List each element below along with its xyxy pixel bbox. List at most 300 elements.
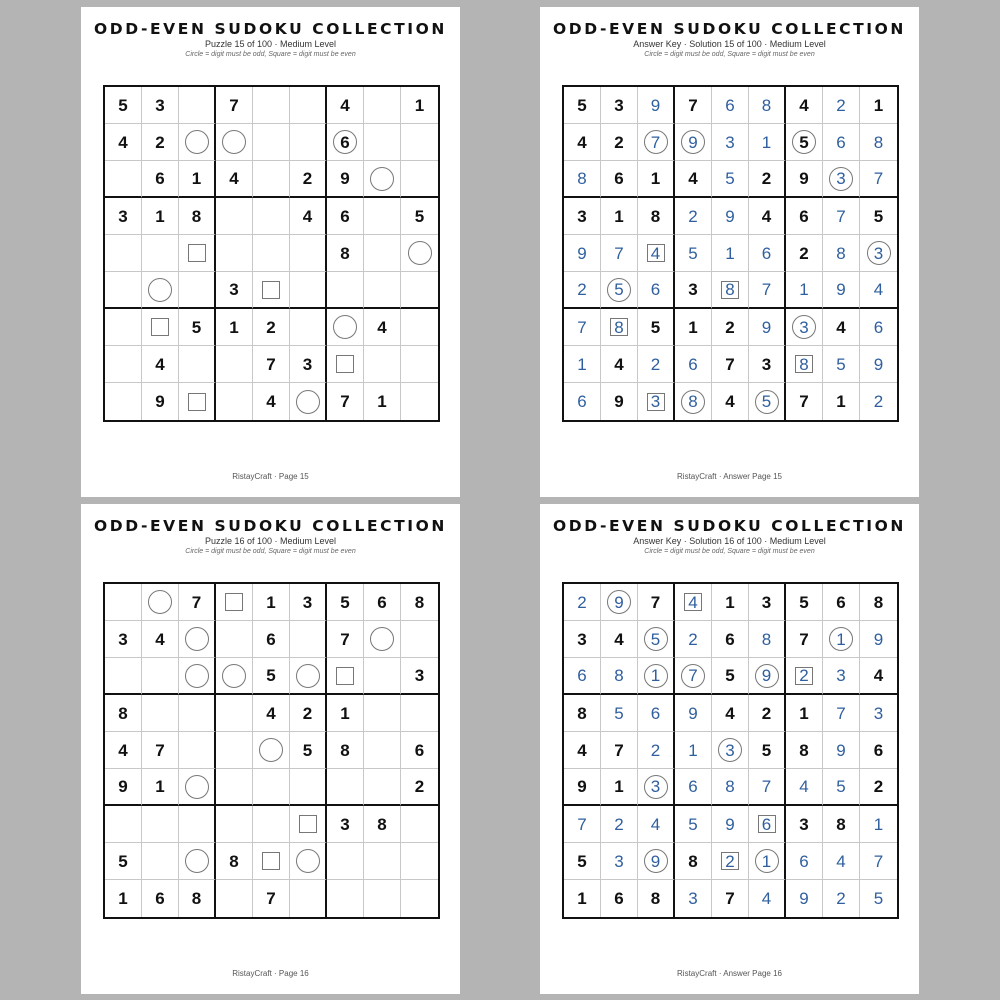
- cell-digit: 5: [266, 666, 276, 685]
- odd-circle-icon: [148, 278, 172, 302]
- cell-digit: 8: [650, 206, 661, 226]
- sudoku-cell: [564, 272, 601, 309]
- sudoku-cell: [712, 346, 749, 383]
- cell-digit: 8: [650, 889, 661, 908]
- cell-digit: 4: [614, 629, 624, 649]
- sudoku-cell: [401, 346, 438, 383]
- sudoku-cell: [823, 309, 860, 346]
- cell-digit: 1: [614, 777, 624, 796]
- sudoku-cell: [786, 584, 823, 621]
- cell-digit: 5: [614, 280, 624, 299]
- sudoku-cell: [327, 161, 364, 198]
- cell-digit: 7: [650, 592, 661, 612]
- sudoku-cell: [253, 843, 290, 880]
- cell-digit: 3: [155, 95, 165, 115]
- cell-digit: 8: [229, 851, 239, 871]
- sudoku-cell: [823, 695, 860, 732]
- sudoku-cell: [601, 695, 638, 732]
- cell-digit: 1: [266, 592, 276, 612]
- sudoku-cell: [105, 346, 142, 383]
- sudoku-cell: [216, 346, 253, 383]
- sudoku-cell: [860, 621, 897, 658]
- sudoku-cell: [638, 695, 675, 732]
- sudoku-cell: [142, 235, 179, 272]
- sudoku-cell: [823, 124, 860, 161]
- cell-digit: 6: [873, 317, 884, 337]
- sudoku-cell: [675, 87, 712, 124]
- sudoku-cell: [712, 806, 749, 843]
- cell-digit: 2: [725, 317, 735, 337]
- cell-digit: 3: [873, 243, 884, 263]
- cell-digit: 7: [155, 740, 165, 760]
- sudoku-cell: [327, 732, 364, 769]
- sudoku-cell: [364, 584, 401, 621]
- sudoku-cell: [860, 584, 897, 621]
- even-square-icon: [299, 815, 317, 833]
- sudoku-cell: [564, 87, 601, 124]
- puzzle-page-16: [81, 504, 460, 994]
- sudoku-cell: [216, 732, 253, 769]
- sudoku-cell: [290, 658, 327, 695]
- page-footer: RistayCraft · Answer Page 15: [677, 472, 782, 481]
- cell-digit: 3: [577, 206, 587, 226]
- sudoku-cell: [712, 124, 749, 161]
- sudoku-cell: [564, 161, 601, 198]
- sudoku-cell: [749, 769, 786, 806]
- even-square-icon: [262, 281, 280, 299]
- cell-digit: 2: [836, 889, 846, 908]
- cell-digit: 6: [340, 206, 350, 226]
- cell-digit: 7: [191, 592, 202, 612]
- sudoku-cell: [216, 309, 253, 346]
- cell-digit: 1: [414, 95, 425, 115]
- cell-digit: 5: [577, 95, 587, 115]
- cell-digit: 4: [799, 95, 809, 115]
- sudoku-cell: [675, 695, 712, 732]
- even-square-icon: [188, 244, 206, 262]
- cell-digit: 1: [873, 95, 884, 115]
- sudoku-cell: [749, 843, 786, 880]
- sudoku-cell: [786, 695, 823, 732]
- page-subtitle: Puzzle 15 of 100 · Medium Level: [204, 39, 337, 49]
- sudoku-cell: [401, 235, 438, 272]
- sudoku-cell: [786, 161, 823, 198]
- sudoku-cell: [675, 658, 712, 695]
- cell-digit: 6: [155, 889, 165, 908]
- cell-digit: 5: [873, 206, 884, 226]
- sudoku-cell: [638, 87, 675, 124]
- cell-digit: 5: [118, 851, 128, 871]
- sudoku-cell: [142, 383, 179, 420]
- sudoku-cell: [860, 843, 897, 880]
- sudoku-cell: [290, 124, 327, 161]
- sudoku-cell: [601, 235, 638, 272]
- sudoku-cell: [364, 235, 401, 272]
- sudoku-cell: [253, 806, 290, 843]
- cell-digit: 5: [799, 132, 809, 152]
- cell-digit: 4: [836, 317, 846, 337]
- sudoku-cell: [860, 87, 897, 124]
- cell-digit: 4: [266, 703, 276, 723]
- cell-digit: 8: [836, 814, 846, 834]
- sudoku-cell: [823, 161, 860, 198]
- cell-digit: 7: [873, 169, 884, 188]
- cell-digit: 8: [577, 169, 587, 188]
- sudoku-cell: [253, 383, 290, 420]
- sudoku-cell: [105, 732, 142, 769]
- sudoku-cell: [327, 584, 364, 621]
- sudoku-cell: [860, 769, 897, 806]
- sudoku-cell: [401, 806, 438, 843]
- page-subtitle: Answer Key · Solution 15 of 100 · Medium Level: [633, 39, 826, 49]
- sudoku-cell: [253, 124, 290, 161]
- cell-digit: 2: [577, 592, 587, 612]
- sudoku-cell: [749, 272, 786, 309]
- odd-circle-icon: [185, 627, 209, 651]
- sudoku-cell: [142, 584, 179, 621]
- sudoku-cell: [564, 584, 601, 621]
- sudoku-cell: [860, 346, 897, 383]
- cell-digit: 2: [873, 392, 884, 411]
- cell-digit: 6: [688, 777, 698, 796]
- sudoku-cell: [216, 198, 253, 235]
- sudoku-cell: [216, 658, 253, 695]
- cell-digit: 6: [266, 629, 276, 649]
- cell-digit: 8: [191, 889, 202, 908]
- cell-digit: 1: [191, 169, 202, 188]
- sudoku-cell: [638, 880, 675, 917]
- sudoku-cell: [675, 769, 712, 806]
- sudoku-cell: [142, 732, 179, 769]
- sudoku-cell: [179, 383, 216, 420]
- sudoku-cell: [253, 769, 290, 806]
- cell-digit: 3: [725, 740, 735, 760]
- sudoku-cell: [253, 309, 290, 346]
- sudoku-cell: [601, 198, 638, 235]
- sudoku-cell: [860, 235, 897, 272]
- page-title: ODD-EVEN SUDOKU COLLECTION: [552, 517, 907, 535]
- sudoku-cell: [290, 769, 327, 806]
- cell-digit: 2: [577, 280, 587, 299]
- sudoku-cell: [823, 732, 860, 769]
- cell-digit: 5: [836, 354, 846, 374]
- sudoku-cell: [290, 87, 327, 124]
- cell-digit: 5: [414, 206, 425, 226]
- cell-digit: 8: [873, 132, 884, 152]
- sudoku-cell: [749, 806, 786, 843]
- cell-digit: 2: [761, 703, 772, 723]
- cell-digit: 7: [577, 317, 587, 337]
- cell-digit: 4: [377, 317, 387, 337]
- cell-digit: 3: [761, 592, 772, 612]
- sudoku-cell: [712, 309, 749, 346]
- cell-digit: 2: [614, 132, 624, 152]
- sudoku-cell: [749, 124, 786, 161]
- sudoku-cell: [564, 843, 601, 880]
- sudoku-cell: [105, 87, 142, 124]
- sudoku-cell: [105, 584, 142, 621]
- sudoku-cell: [327, 769, 364, 806]
- cell-digit: 4: [836, 851, 846, 871]
- cell-digit: 4: [155, 354, 165, 374]
- sudoku-cell: [105, 880, 142, 917]
- sudoku-cell: [712, 769, 749, 806]
- sudoku-cell: [601, 732, 638, 769]
- cell-digit: 7: [725, 354, 735, 374]
- sudoku-cell: [179, 161, 216, 198]
- sudoku-cell: [105, 806, 142, 843]
- sudoku-cell: [564, 658, 601, 695]
- sudoku-cell: [860, 124, 897, 161]
- cell-digit: 4: [799, 777, 809, 796]
- sudoku-cell: [749, 309, 786, 346]
- cell-digit: 8: [725, 777, 735, 796]
- sudoku-cell: [216, 695, 253, 732]
- sudoku-cell: [401, 584, 438, 621]
- cell-digit: 8: [799, 740, 809, 760]
- sudoku-cell: [712, 198, 749, 235]
- cell-digit: 7: [761, 280, 772, 299]
- sudoku-cell: [712, 695, 749, 732]
- cell-digit: 9: [650, 95, 661, 115]
- cell-digit: 6: [577, 392, 587, 411]
- sudoku-cell: [823, 87, 860, 124]
- cell-digit: 1: [577, 354, 587, 374]
- sudoku-cell: [601, 346, 638, 383]
- cell-digit: 3: [614, 851, 624, 871]
- cell-digit: 8: [688, 851, 698, 871]
- sudoku-cell: [327, 198, 364, 235]
- sudoku-cell: [401, 621, 438, 658]
- cell-digit: 1: [761, 132, 772, 152]
- sudoku-cell: [142, 161, 179, 198]
- sudoku-cell: [290, 732, 327, 769]
- cell-digit: 1: [688, 740, 698, 760]
- sudoku-cell: [675, 309, 712, 346]
- cell-digit: 8: [340, 243, 350, 263]
- cell-digit: 6: [836, 132, 846, 152]
- sudoku-cell: [564, 806, 601, 843]
- cell-digit: 6: [688, 354, 698, 374]
- sudoku-cell: [786, 769, 823, 806]
- cell-digit: 6: [761, 243, 772, 263]
- cell-digit: 9: [650, 851, 661, 871]
- page-footer: RistayCraft · Answer Page 16: [677, 969, 782, 978]
- sudoku-cell: [179, 309, 216, 346]
- sudoku-cell: [364, 383, 401, 420]
- sudoku-cell: [253, 346, 290, 383]
- sudoku-cell: [327, 87, 364, 124]
- sudoku-cell: [364, 769, 401, 806]
- sudoku-cell: [253, 732, 290, 769]
- sudoku-cell: [823, 769, 860, 806]
- cell-digit: 5: [725, 169, 735, 188]
- cell-digit: 6: [761, 814, 772, 834]
- cell-digit: 8: [577, 703, 587, 723]
- sudoku-cell: [860, 198, 897, 235]
- cell-digit: 3: [799, 317, 809, 337]
- sudoku-cell: [564, 880, 601, 917]
- sudoku-cell: [749, 880, 786, 917]
- cell-digit: 9: [340, 169, 350, 188]
- cell-digit: 7: [688, 666, 698, 685]
- sudoku-cell: [601, 843, 638, 880]
- sudoku-cell: [216, 806, 253, 843]
- sudoku-cell: [712, 658, 749, 695]
- cell-digit: 6: [340, 132, 350, 152]
- sudoku-cell: [364, 806, 401, 843]
- sudoku-cell: [786, 658, 823, 695]
- odd-circle-icon: [185, 775, 209, 799]
- sudoku-cell: [564, 346, 601, 383]
- cell-digit: 2: [650, 740, 661, 760]
- sudoku-cell: [327, 621, 364, 658]
- cell-digit: 3: [725, 132, 735, 152]
- sudoku-cell: [860, 880, 897, 917]
- sudoku-cell: [364, 272, 401, 309]
- sudoku-cell: [364, 880, 401, 917]
- sudoku-cell: [786, 383, 823, 420]
- cell-digit: 3: [577, 629, 587, 649]
- sudoku-cell: [786, 732, 823, 769]
- sudoku-cell: [749, 198, 786, 235]
- page-subtitle: Puzzle 16 of 100 · Medium Level: [204, 536, 337, 546]
- cell-digit: 8: [377, 814, 387, 834]
- sudoku-cell: [601, 584, 638, 621]
- odd-circle-icon: [185, 849, 209, 873]
- sudoku-cell: [749, 584, 786, 621]
- cell-digit: 3: [650, 777, 661, 796]
- sudoku-cell: [786, 309, 823, 346]
- sudoku-cell: [675, 383, 712, 420]
- odd-circle-icon: [296, 390, 320, 414]
- cell-digit: 7: [836, 206, 846, 226]
- sudoku-cell: [601, 272, 638, 309]
- sudoku-cell: [327, 346, 364, 383]
- cell-digit: 4: [229, 169, 239, 188]
- sudoku-cell: [105, 124, 142, 161]
- sudoku-cell: [675, 880, 712, 917]
- sudoku-cell: [216, 87, 253, 124]
- sudoku-cell: [712, 732, 749, 769]
- sudoku-cell: [253, 87, 290, 124]
- odd-circle-icon: [222, 664, 246, 688]
- cell-digit: 4: [873, 666, 884, 685]
- cell-digit: 3: [340, 814, 350, 834]
- sudoku-cell: [401, 880, 438, 917]
- sudoku-cell: [749, 621, 786, 658]
- sudoku-cell: [290, 383, 327, 420]
- cell-digit: 7: [229, 95, 239, 115]
- sudoku-cell: [638, 806, 675, 843]
- cell-digit: 7: [266, 354, 276, 374]
- cell-digit: 6: [650, 280, 661, 299]
- cell-digit: 9: [725, 206, 735, 226]
- sudoku-cell: [364, 87, 401, 124]
- cell-digit: 8: [725, 280, 735, 299]
- cell-digit: 3: [302, 592, 313, 612]
- cell-digit: 3: [650, 392, 661, 411]
- sudoku-cell: [179, 732, 216, 769]
- sudoku-cell: [364, 198, 401, 235]
- cell-digit: 2: [836, 95, 846, 115]
- sudoku-cell: [105, 658, 142, 695]
- sudoku-cell: [105, 161, 142, 198]
- cell-digit: 7: [614, 740, 624, 760]
- sudoku-cell: [786, 124, 823, 161]
- cell-digit: 8: [340, 740, 350, 760]
- cell-digit: 3: [614, 95, 624, 115]
- sudoku-grid: [562, 582, 899, 919]
- cell-digit: 1: [725, 592, 735, 612]
- sudoku-cell: [142, 309, 179, 346]
- sudoku-cell: [290, 346, 327, 383]
- sudoku-cell: [105, 235, 142, 272]
- cell-digit: 1: [155, 777, 165, 796]
- cell-digit: 5: [688, 243, 698, 263]
- cell-digit: 8: [873, 592, 884, 612]
- sudoku-cell: [364, 658, 401, 695]
- sudoku-cell: [290, 235, 327, 272]
- sudoku-cell: [675, 843, 712, 880]
- sudoku-cell: [142, 621, 179, 658]
- sudoku-cell: [712, 584, 749, 621]
- rules-note: Circle = digit must be odd, Square = digit must be even: [644, 51, 815, 58]
- sudoku-cell: [638, 124, 675, 161]
- sudoku-cell: [564, 732, 601, 769]
- sudoku-cell: [142, 658, 179, 695]
- cell-digit: 5: [688, 814, 698, 834]
- cell-digit: 6: [650, 703, 661, 723]
- sudoku-cell: [564, 383, 601, 420]
- sudoku-cell: [823, 880, 860, 917]
- cell-digit: 2: [799, 243, 809, 263]
- cell-digit: 9: [873, 629, 884, 649]
- cell-digit: 2: [725, 851, 735, 871]
- sudoku-cell: [105, 198, 142, 235]
- cell-digit: 5: [118, 95, 128, 115]
- cell-digit: 1: [229, 317, 239, 337]
- answer-page-16: [540, 504, 919, 994]
- sudoku-cell: [823, 383, 860, 420]
- page-footer: RistayCraft · Page 15: [232, 472, 309, 481]
- cell-digit: 6: [155, 169, 165, 188]
- cell-digit: 1: [614, 206, 624, 226]
- sudoku-cell: [638, 161, 675, 198]
- cell-digit: 8: [799, 354, 809, 374]
- sudoku-cell: [290, 621, 327, 658]
- cell-digit: 1: [577, 889, 587, 908]
- sudoku-cell: [142, 198, 179, 235]
- sudoku-cell: [749, 161, 786, 198]
- cell-digit: 7: [614, 243, 624, 263]
- cell-digit: 5: [799, 592, 809, 612]
- cell-digit: 9: [836, 280, 846, 299]
- sudoku-cell: [675, 806, 712, 843]
- sudoku-cell: [638, 769, 675, 806]
- sudoku-cell: [364, 843, 401, 880]
- sudoku-cell: [142, 87, 179, 124]
- cell-digit: 8: [414, 592, 425, 612]
- cell-digit: 6: [836, 592, 846, 612]
- page-title: ODD-EVEN SUDOKU COLLECTION: [552, 20, 907, 38]
- sudoku-grid: [103, 85, 440, 422]
- sudoku-cell: [364, 346, 401, 383]
- sudoku-cell: [675, 124, 712, 161]
- cell-digit: 4: [302, 206, 313, 226]
- sudoku-cell: [401, 272, 438, 309]
- sudoku-cell: [601, 880, 638, 917]
